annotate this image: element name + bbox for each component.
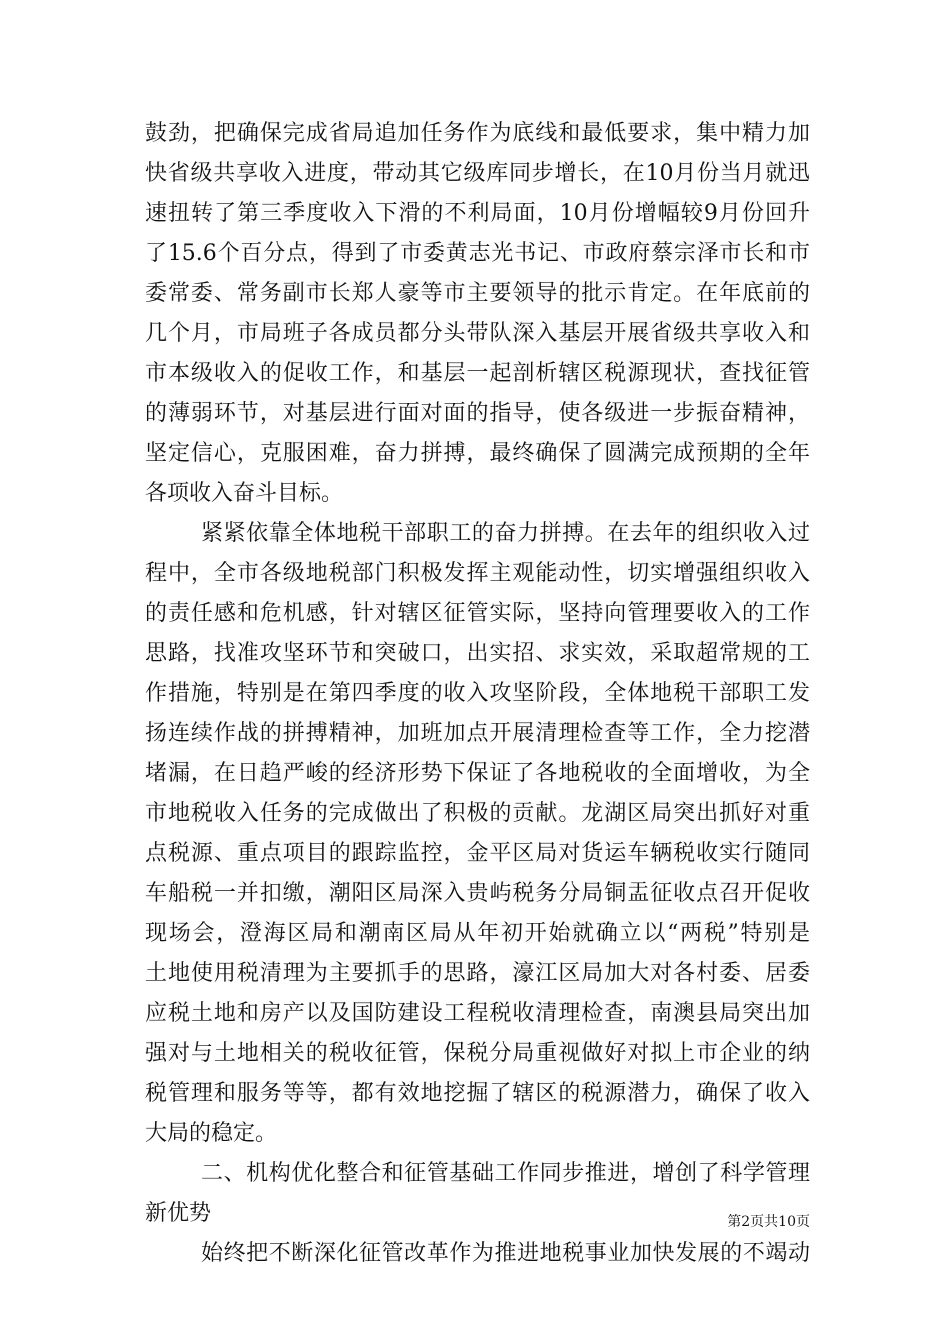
text-line: 作措施，特别是在第四季度的收入攻坚阶段，全体地税干部职工发 — [145, 681, 810, 706]
text-line: 应税土地和房产以及国防建设工程税收清理检查，南澳县局突出加 — [145, 1001, 810, 1026]
text-line: 二、机构优化整合和征管基础工作同步推进，增创了科学管理 — [201, 1161, 810, 1186]
document-body — [145, 114, 810, 1274]
text-line: 点税源、重点项目的跟踪监控，金平区局对货运车辆税收实行随同 — [145, 841, 810, 866]
text-line: 税管理和服务等等，都有效地挖掘了辖区的税源潜力，确保了收入 — [145, 1081, 810, 1106]
text-line: 速扭转了第三季度收入下滑的不利局面，10月份增幅较9月份回升 — [145, 201, 810, 226]
text-line: 紧紧依靠全体地税干部职工的奋力拼搏。在去年的组织收入过 — [201, 521, 810, 546]
text-line: 扬连续作战的拼搏精神，加班加点开展清理检查等工作，全力挖潜 — [145, 721, 810, 746]
text-line: 几个月，市局班子各成员都分头带队深入基层开展省级共享收入和 — [145, 321, 810, 346]
page-number: 第2页共10页 — [727, 1214, 810, 1230]
text-line: 现场会，澄海区局和潮南区局从年初开始就确立以“两税”特别是 — [145, 921, 810, 946]
text-line: 程中，全市各级地税部门积极发挥主观能动性，切实增强组织收入 — [145, 561, 810, 586]
text-line: 车船税一并扣缴，潮阳区局深入贵屿税务分局铜盂征收点召开促收 — [145, 881, 810, 906]
text-line: 各项收入奋斗目标。 — [145, 481, 344, 506]
text-line: 堵漏，在日趋严峻的经济形势下保证了各地税收的全面增收，为全 — [145, 761, 810, 786]
text-line: 市本级收入的促收工作，和基层一起剖析辖区税源现状，查找征管 — [145, 361, 810, 386]
text-line: 快省级共享收入进度，带动其它级库同步增长，在10月份当月就迅 — [145, 161, 810, 186]
text-line: 市地税收入任务的完成做出了积极的贡献。龙湖区局突出抓好对重 — [145, 801, 810, 826]
text-line: 了15.6个百分点，得到了市委黄志光书记、市政府蔡宗泽市长和市 — [145, 241, 810, 266]
text-line: 坚定信心，克服困难，奋力拼搏，最终确保了圆满完成预期的全年 — [145, 441, 810, 466]
text-line: 强对与土地相关的税收征管，保税分局重视做好对拟上市企业的纳 — [145, 1041, 810, 1066]
text-line: 新优势 — [145, 1201, 212, 1226]
text-line: 大局的稳定。 — [145, 1121, 278, 1146]
text-line: 委常委、常务副市长郑人豪等市主要领导的批示肯定。在年底前的 — [145, 281, 810, 306]
text-line: 始终把不断深化征管改革作为推进地税事业加快发展的不竭动 — [201, 1241, 810, 1266]
text-line: 土地使用税清理为主要抓手的思路，濠江区局加大对各村委、居委 — [145, 961, 810, 986]
text-line: 的责任感和危机感，针对辖区征管实际，坚持向管理要收入的工作 — [145, 601, 810, 626]
text-line: 思路，找准攻坚环节和突破口，出实招、求实效，采取超常规的工 — [145, 641, 810, 666]
text-line: 的薄弱环节，对基层进行面对面的指导，使各级进一步振奋精神， — [145, 401, 810, 426]
text-line: 鼓劲，把确保完成省局追加任务作为底线和最低要求，集中精力加 — [145, 121, 810, 146]
